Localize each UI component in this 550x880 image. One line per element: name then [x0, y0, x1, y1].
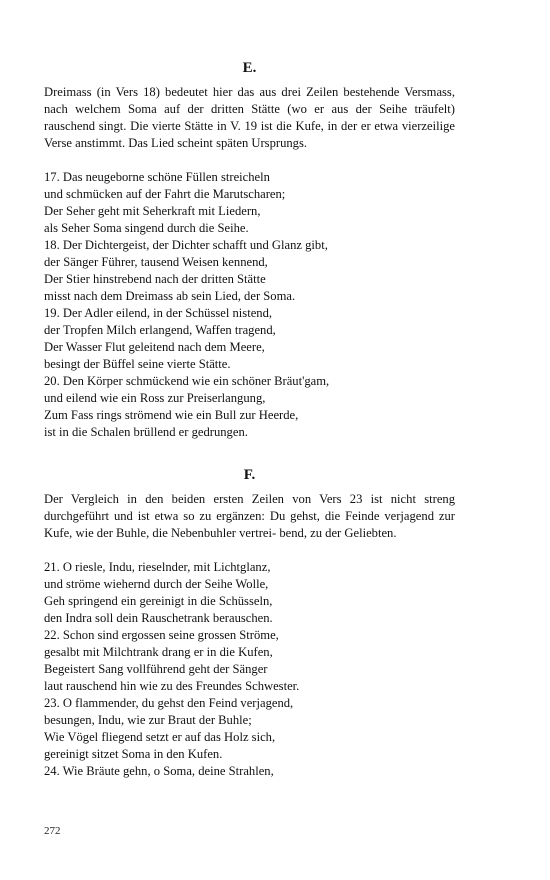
verse-line: 21. O riesle, Indu, rieselnder, mit Lichtglanz,: [44, 560, 271, 574]
verse-line: 24. Wie Bräute gehn, o Soma, deine Strahlen,: [44, 764, 274, 778]
intro-line: streng durchgeführt und ist etwa so zu ergänzen: Du gehst, die: [44, 492, 455, 523]
intro-line: Der Vergleich in den beiden ersten Zeilen von Vers 23 ist nicht: [44, 492, 416, 506]
verse-line: und eilend wie ein Ross zur Preiserlangung,: [44, 391, 266, 405]
verse-line: besingt der Büffel seine vierte Stätte.: [44, 357, 231, 371]
intro-line: Feinde verjagend zur Kufe, wie der Buhle, die Nebenbuhler vertrei-: [44, 509, 455, 540]
verse-line: besungen, Indu, wie zur Braut der Buhle;: [44, 713, 252, 727]
verse-line: 18. Der Dichtergeist, der Dichter schafft und Glanz gibt,: [44, 238, 328, 252]
verse-line: als Seher Soma singend durch die Seihe.: [44, 221, 249, 235]
verse-line: laut rauschend hin wie zu des Freundes Schwester.: [44, 679, 300, 693]
page-body: [44, 58, 455, 780]
paragraph-gap: [44, 542, 455, 559]
verse-line: 20. Den Körper schmückend wie ein schöner Bräut'gam,: [44, 374, 330, 388]
verse-line: Der Seher geht mit Seherkraft mit Liedern,: [44, 204, 261, 218]
verse-line: gereinigt sitzet Soma in den Kufen.: [44, 747, 223, 761]
verse-line: 23. O flammender, du gehst den Feind verjagend,: [44, 696, 294, 710]
section-e-verses: [44, 169, 455, 441]
section-f-verses: [44, 559, 455, 780]
section-e-title: E.: [242, 60, 257, 76]
verse-line: der Sänger Führer, tausend Weisen kennend,: [44, 255, 268, 269]
verse-line: 22. Schon sind ergossen seine grossen Ströme,: [44, 628, 279, 642]
verse-line: misst nach dem Dreimass ab sein Lied, der Soma.: [44, 289, 296, 303]
verse-line: und schmücken auf der Fahrt die Marutscharen;: [44, 187, 286, 201]
paragraph-gap: [44, 152, 455, 169]
section-e-intro: Dreimass (in Vers 18) bedeutet hier das aus drei Zeilen bestehende Versmass, nach welchem Soma auf der dritten Stätte (wo er aus der Seihe träufelt) rauschend singt. Die vierte Stätte in V. 19 ist die Kufe, in der er etwa vierzeilige Verse anstimmt. Das Lied scheint späten Ursprungs.: [44, 85, 455, 150]
verse-line: 19. Der Adler eilend, in der Schüssel nistend,: [44, 306, 273, 320]
page-number: 272: [44, 825, 61, 837]
verse-line: den Indra soll dein Rauschetrank berauschen.: [44, 611, 273, 625]
verse-line: Begeistert Sang vollführend geht der Sänger: [44, 662, 268, 676]
verse-line: der Tropfen Milch erlangend, Waffen tragend,: [44, 323, 276, 337]
section-f-title: F.: [243, 467, 256, 483]
verse-line: Der Stier hinstrebend nach der dritten Stätte: [44, 272, 266, 286]
verse-line: 17. Das neugeborne schöne Füllen streicheln: [44, 170, 270, 184]
intro-line: bend, zu der Geliebten.: [279, 526, 397, 540]
verse-line: Geh springend ein gereinigt in die Schüsseln,: [44, 594, 273, 608]
verse-line: ist in die Schalen brüllend er gedrungen.: [44, 425, 248, 439]
section-f-intro: [44, 491, 455, 542]
verse-line: und ströme wiehernd durch der Seihe Wolle,: [44, 577, 269, 591]
verse-line: Zum Fass rings strömend wie ein Bull zur Heerde,: [44, 408, 299, 422]
verse-line: gesalbt mit Milchtrank drang er in die Kufen,: [44, 645, 273, 659]
verse-line: Wie Vögel fliegend setzt er auf das Holz sich,: [44, 730, 276, 744]
verse-line: Der Wasser Flut geleitend nach dem Meere,: [44, 340, 265, 354]
